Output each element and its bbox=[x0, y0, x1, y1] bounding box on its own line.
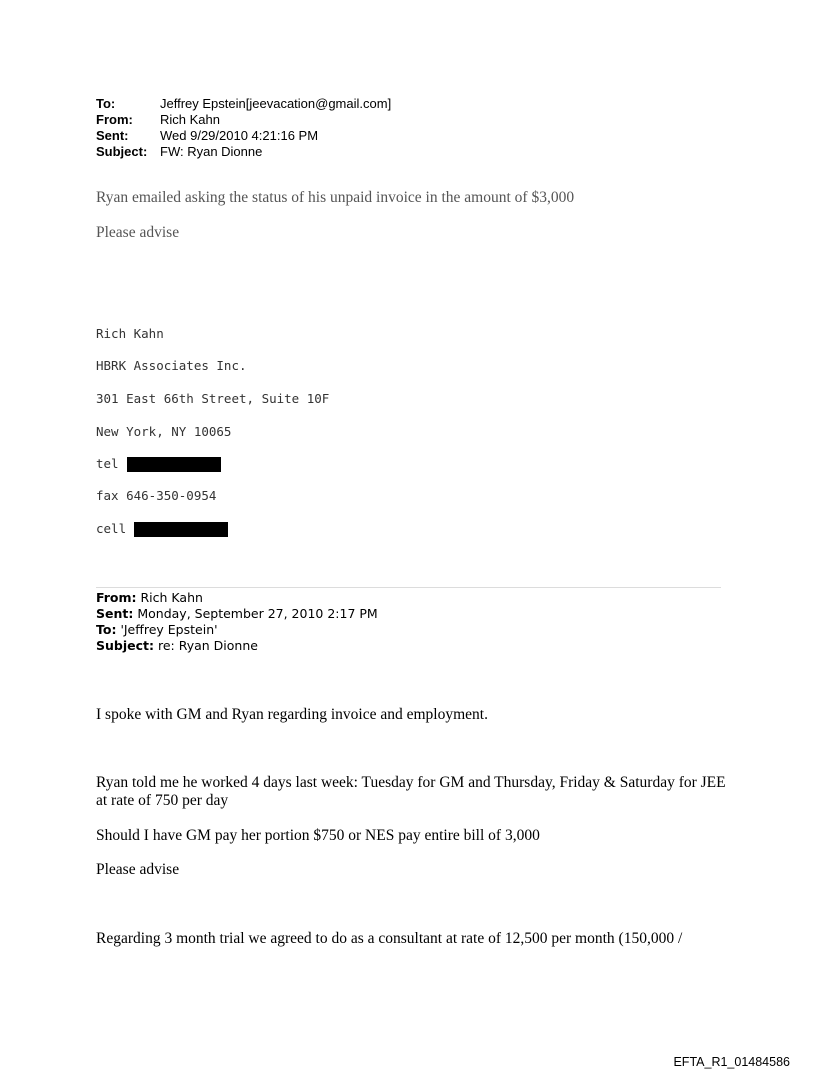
fwd-to-row bbox=[96, 622, 378, 638]
body-line-1: Ryan emailed asking the status of his unpaid invoice in the amount of $3,000 bbox=[96, 189, 575, 206]
fwd-subject-value: re: Ryan Dionne bbox=[157, 638, 258, 653]
divider-line bbox=[96, 587, 721, 588]
subject-value: FW: Ryan Dionne bbox=[160, 144, 263, 159]
signature-cell bbox=[96, 521, 228, 537]
header-from-row bbox=[96, 112, 391, 128]
fwd-subject-label: Subject: bbox=[96, 638, 154, 653]
fwd-to-label: To: bbox=[96, 622, 117, 637]
to-value: Jeffrey Epstein[jeevacation@gmail.com] bbox=[160, 96, 392, 111]
header-subject-row bbox=[96, 144, 391, 160]
fwd-sent-value: Monday, September 27, 2010 2:17 PM bbox=[137, 606, 378, 621]
signature-address: 301 East 66th Street, Suite 10F bbox=[96, 391, 330, 406]
fwd-from-value: Rich Kahn bbox=[140, 590, 203, 605]
cell-label: cell bbox=[96, 521, 127, 536]
signature-tel bbox=[96, 456, 221, 472]
sent-label: Sent: bbox=[96, 128, 129, 143]
redaction-box bbox=[134, 522, 228, 537]
from-label: From: bbox=[96, 112, 133, 127]
fwd-from-label: From: bbox=[96, 590, 137, 605]
email-header bbox=[96, 96, 391, 160]
fwd-subject-row bbox=[96, 638, 378, 654]
fwd-to-value: 'Jeffrey Epstein' bbox=[120, 622, 218, 637]
fwd-from-row bbox=[96, 590, 378, 606]
subject-label: Subject: bbox=[96, 144, 148, 159]
header-to-row bbox=[96, 96, 391, 112]
body2-paragraph-4: Please advise bbox=[96, 861, 180, 878]
body-line-2: Please advise bbox=[96, 224, 180, 241]
fwd-sent-row bbox=[96, 606, 378, 622]
document-id: EFTA_R1_01484586 bbox=[673, 1055, 790, 1069]
forwarded-header bbox=[96, 590, 378, 654]
redaction-box bbox=[127, 457, 221, 472]
signature-name: Rich Kahn bbox=[96, 326, 164, 341]
tel-label: tel bbox=[96, 456, 119, 471]
to-label: To: bbox=[96, 96, 116, 111]
fwd-sent-label: Sent: bbox=[96, 606, 134, 621]
signature-company: HBRK Associates Inc. bbox=[96, 358, 247, 373]
from-value: Rich Kahn bbox=[160, 112, 220, 127]
body2-paragraph-1: I spoke with GM and Ryan regarding invoice and employment. bbox=[96, 706, 488, 723]
header-sent-row bbox=[96, 128, 391, 144]
signature-fax: fax 646-350-0954 bbox=[96, 488, 217, 503]
sent-value: Wed 9/29/2010 4:21:16 PM bbox=[160, 128, 319, 143]
body2-paragraph-3: Should I have GM pay her portion $750 or NES pay entire bill of 3,000 bbox=[96, 827, 540, 844]
body2-paragraph-2: Ryan told me he worked 4 days last week: Tuesday for GM and Thursday, Friday & Saturday for JEE at rate of 750 per day bbox=[96, 774, 726, 809]
body2-paragraph-5: Regarding 3 month trial we agreed to do as a consultant at rate of 12,500 per month (150,000 / bbox=[96, 930, 683, 947]
signature-city: New York, NY 10065 bbox=[96, 424, 232, 439]
